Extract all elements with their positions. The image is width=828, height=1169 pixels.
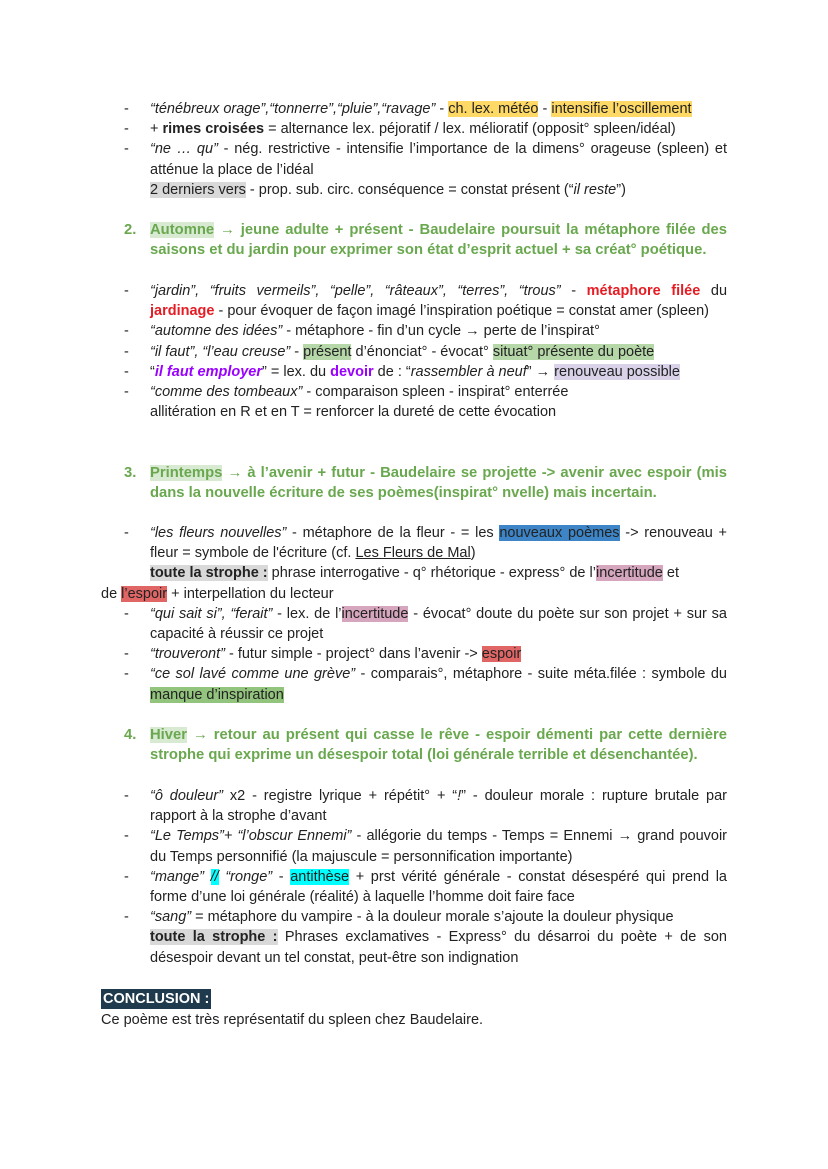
text: - comparais°, métaphore - suite méta.filée : symbole du <box>355 666 727 683</box>
text: - évocat° doute du poète sur son projet + sur sa capacité à réussir ce projet <box>150 605 727 643</box>
highlight: ch. lex. météo <box>448 101 539 117</box>
list-item <box>0 281 828 321</box>
text: ”) <box>616 181 626 198</box>
quote: il reste <box>573 181 617 198</box>
list-item <box>0 523 828 563</box>
text: - comparaison spleen - inspirat° enterrée <box>302 384 569 401</box>
text: - <box>538 101 552 117</box>
bullet: - <box>124 363 129 380</box>
list-item <box>0 826 828 866</box>
text: + prst vérité générale - constat désespéré qui prend la forme d’une loi générale (réalité) à laquelle l’homme doit faire face <box>150 868 727 906</box>
text: x2 - registre lyrique + répétit° + “ <box>222 788 458 804</box>
list-item <box>0 382 828 402</box>
highlight: présent <box>303 343 352 360</box>
purple-text: il faut employer <box>154 363 263 380</box>
heading-number: 2. <box>124 222 137 238</box>
quote: “les fleurs nouvelles” <box>150 525 287 541</box>
quote: “ô douleur” <box>150 788 223 804</box>
text: - métaphore de la fleur - = les <box>286 525 500 541</box>
text: et <box>662 565 679 582</box>
highlight: nouveaux poèmes <box>499 525 620 541</box>
continuation: allitération en R et en T = renforcer la dureté de cette évocation <box>150 404 557 421</box>
highlight: intensifie l’oscillement <box>551 101 692 117</box>
continuation <box>0 927 828 967</box>
heading-text: → à l’avenir + futur - Baudelaire se projette -> avenir avec espoir (mis dans la nouvelle écriture de ses poèmes(inspirat° nvelle) mais incertain. <box>150 465 727 502</box>
section-4-heading <box>0 725 828 765</box>
list-item <box>0 604 828 644</box>
list-item <box>0 139 828 179</box>
section-3-bullets <box>0 523 828 705</box>
red-text: jardinage <box>150 303 215 320</box>
conclusion-text: Ce poème est très représentatif du spleen chez Baudelaire. <box>101 1012 484 1028</box>
text: ” → <box>526 363 555 380</box>
text: phrase interrogative - q° rhétorique - express° de l’ <box>267 565 596 582</box>
text: - <box>560 283 587 299</box>
continuation <box>0 563 828 583</box>
quote: “il faut”, “l’eau creuse” <box>150 343 291 360</box>
bullet: - <box>124 605 129 622</box>
text: - prop. sub. circ. conséquence = constat présent (“ <box>245 181 574 198</box>
text: du <box>700 283 728 299</box>
bullet: - <box>124 323 129 340</box>
text: “ <box>150 363 155 380</box>
heading-keyword: Hiver <box>150 727 188 743</box>
section-2-bullets <box>0 281 828 422</box>
bullet: - <box>124 788 129 804</box>
text: de <box>101 585 122 602</box>
text: - lex. de l’ <box>272 605 342 622</box>
quote: “ce sol lavé comme une grève” <box>150 666 356 683</box>
list-item <box>0 786 828 826</box>
list-item <box>0 99 828 119</box>
bullet: - <box>124 646 129 663</box>
text: ) <box>470 545 476 562</box>
highlight: manque d’inspiration <box>150 686 284 703</box>
highlight: antithèse <box>290 868 350 885</box>
bullet: - <box>124 525 129 541</box>
highlight: situat° présente du poète <box>492 343 655 360</box>
continuation-hanging <box>0 584 828 604</box>
section-3-heading <box>0 463 828 503</box>
bullet: - <box>124 101 129 117</box>
heading-keyword: Automne <box>150 222 215 238</box>
list-item <box>0 119 828 139</box>
heading-text: → retour au présent qui casse le rêve - espoir démenti par cette dernière strophe qui exprime un désespoir total (loi générale terrible et désenchantée). <box>150 727 727 764</box>
bullet: - <box>124 868 129 885</box>
text: -> renouveau + fleur = symbole de l'écriture (cf. <box>150 525 727 562</box>
bullet: - <box>124 343 129 360</box>
bold-text: rimes croisées <box>162 121 265 138</box>
quote: rassembler à neuf <box>410 363 527 380</box>
list-item <box>0 321 828 341</box>
highlight: l’espoir <box>121 585 168 602</box>
section-4-bullets <box>0 786 828 968</box>
highlight: // <box>210 868 219 885</box>
quote: “comme des tombeaux” <box>150 384 303 401</box>
text: - allégorie du temps - Temps = Ennemi → grand pouvoir du Temps personnifié (la majuscule = personnification importante) <box>150 828 728 865</box>
highlight: espoir <box>481 646 522 663</box>
text: = métaphore du vampire - à la douleur morale s’ajoute la douleur physique <box>191 909 674 926</box>
quote: “jardin”, “fruits vermeils”, “pelle”, “râteaux”, “terres”, “trous” <box>150 283 561 299</box>
quote: “ronge” <box>218 868 273 885</box>
text: - <box>272 868 291 885</box>
quote: “mange” <box>150 868 211 885</box>
quote: “Le Temps”+ “l’obscur Ennemi” <box>150 828 352 845</box>
list-item <box>0 342 828 362</box>
underlined-title: Les Fleurs de Mal <box>355 545 471 562</box>
text: - nég. restrictive - intensifie l’importance de la dimens° orageuse (spleen) et atténue la place de l’idéal <box>150 141 727 178</box>
highlight: renouveau possible <box>554 363 680 380</box>
highlight: incertitude <box>341 605 409 622</box>
text: de : “ <box>373 363 411 380</box>
highlight: toute la strophe : <box>150 929 278 946</box>
quote: “ténébreux orage”,“tonnerre”,“pluie”,“ravage” <box>150 101 436 117</box>
text: d’énonciat° - évocat° <box>351 343 493 360</box>
text: + interpellation du lecteur <box>167 585 334 602</box>
heading-keyword: Printemps <box>150 465 223 481</box>
bullet: - <box>124 121 129 138</box>
bullet: - <box>124 828 129 845</box>
list-item <box>0 907 828 927</box>
bullet: - <box>124 384 129 401</box>
quote: “qui sait si”, “ferait” <box>150 605 273 622</box>
section-1-bullets <box>0 99 828 200</box>
highlight: incertitude <box>595 565 663 582</box>
quote: “ne … qu” <box>150 141 218 158</box>
red-text: métaphore filée <box>586 283 701 299</box>
continuation <box>0 180 828 200</box>
heading-text: → jeune adulte + présent - Baudelaire poursuit la métaphore filée des saisons et du jardin pour exprimer son état d’esprit actuel + sa créat° poétique. <box>150 222 727 259</box>
bullet: - <box>124 909 129 926</box>
quote: “sang” <box>150 909 192 926</box>
text: - métaphore - fin d’un cycle → perte de l’inspirat° <box>282 323 600 340</box>
list-item <box>0 664 828 704</box>
heading-number: 4. <box>124 727 137 743</box>
text: Phrases exclamatives - Express° du désarroi du poète + de son désespoir devant un tel constat, peut-être son indignation <box>150 929 727 966</box>
heading-number: 3. <box>124 465 137 481</box>
purple-text: devoir <box>330 363 374 380</box>
bullet: - <box>124 666 129 683</box>
bullet: - <box>124 141 129 158</box>
highlight: toute la strophe : <box>150 565 268 582</box>
section-2-heading <box>0 220 828 260</box>
bullet: - <box>124 283 129 299</box>
text: ” - douleur morale : rupture brutale par rapport à la strophe d’avant <box>150 788 727 825</box>
text: = alternance lex. péjoratif / lex. mélioratif (opposit° spleen/idéal) <box>264 121 676 138</box>
text: - futur simple - project° dans l’avenir -> <box>224 646 482 663</box>
text: + <box>150 121 163 138</box>
quote: ! <box>457 788 462 804</box>
text: - pour évoquer de façon imagé l’inspiration poétique = constat amer (spleen) <box>214 303 709 320</box>
text: ” = lex. du <box>262 363 331 380</box>
text: - <box>290 343 304 360</box>
list-item <box>0 362 828 382</box>
text: - <box>435 101 449 117</box>
quote: “trouveront” <box>150 646 225 663</box>
highlight: 2 derniers vers <box>150 181 246 198</box>
list-item <box>0 644 828 664</box>
quote: “automne des idées” <box>150 323 283 340</box>
list-item <box>0 867 828 907</box>
conclusion-title: CONCLUSION : <box>101 989 211 1009</box>
